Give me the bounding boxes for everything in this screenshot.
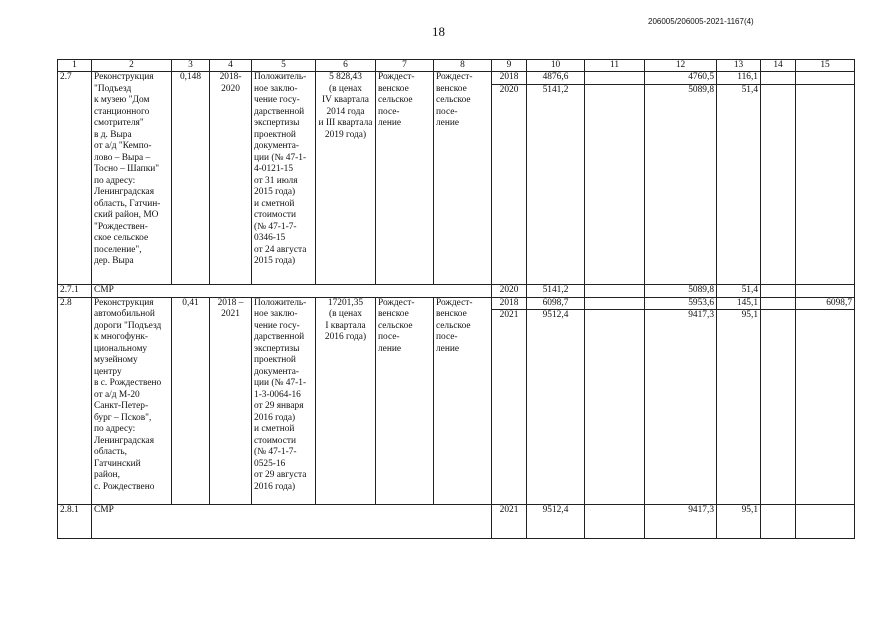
column-number: 12	[645, 60, 717, 72]
funding-cell	[585, 284, 645, 297]
column-number: 1	[58, 60, 92, 72]
table-row	[58, 505, 855, 539]
total-cell: 4876,6	[527, 72, 585, 85]
year-cell: 2021	[492, 505, 527, 539]
column-number: 2	[92, 60, 172, 72]
estimated-cost: 5 828,43 (в ценах IV квартала 2014 года и III квартала 2019 года)	[316, 72, 376, 285]
column-number: 9	[492, 60, 527, 72]
funding-cell: 9417,3	[645, 310, 717, 505]
column-number: 15	[796, 60, 855, 72]
total-cell: 5141,2	[527, 84, 585, 284]
funding-cell	[796, 284, 855, 297]
year-cell: 2018	[492, 72, 527, 85]
customer: Рождест- венское сельское посе- ление	[376, 72, 434, 285]
funding-cell	[585, 84, 645, 284]
estimated-cost: 17201,35 (в ценах I квартала 2016 года)	[316, 297, 376, 505]
object-name: Реконструкция "Подъезд к музею "Дом станционного смотрителя" в д. Выра от а/д "Кемпо- лово – Выра – Тосно – Шапки" по адресу: Ленинградская область, Гатчин- ский район, МО "Рождествен- ское сельское поселение", дер. Выра	[92, 72, 172, 285]
recipient: Рождест- венское сельское посе- ление	[434, 72, 492, 285]
funding-cell: 145,1	[717, 297, 761, 310]
length-km: 0,41	[172, 297, 210, 505]
work-type: СМР	[92, 505, 492, 539]
item-number: 2.7	[58, 72, 92, 285]
funding-cell	[796, 84, 855, 284]
table-row	[58, 297, 855, 310]
year-cell: 2021	[492, 310, 527, 505]
length-km: 0,148	[172, 72, 210, 285]
period-years: 2018- 2020	[210, 72, 252, 285]
column-number: 14	[761, 60, 796, 72]
total-cell: 9512,4	[527, 310, 585, 505]
funding-cell	[585, 310, 645, 505]
table-row	[58, 284, 855, 297]
funding-cell	[585, 297, 645, 310]
funding-cell	[585, 505, 645, 539]
total-cell: 9512,4	[527, 505, 585, 539]
item-number: 2.8.1	[58, 505, 92, 539]
program-table	[57, 59, 855, 539]
document-code: 206005/206005-2021-1167(4)	[648, 17, 754, 26]
funding-cell	[585, 72, 645, 85]
funding-cell	[761, 72, 796, 85]
funding-cell: 116,1	[717, 72, 761, 85]
year-cell: 2018	[492, 297, 527, 310]
item-number: 2.8	[58, 297, 92, 505]
column-number: 10	[527, 60, 585, 72]
funding-cell: 95,1	[717, 505, 761, 539]
funding-cell: 5089,8	[645, 284, 717, 297]
column-number: 6	[316, 60, 376, 72]
column-number: 11	[585, 60, 645, 72]
funding-cell: 4760,5	[645, 72, 717, 85]
column-number: 3	[172, 60, 210, 72]
funding-cell: 95,1	[717, 310, 761, 505]
page-number: 18	[432, 24, 445, 39]
funding-cell	[796, 310, 855, 505]
expertise-conclusion: Положитель- ное заклю- чение госу- дарственной экспертизы проектной документа- ции (№ 47-1- 1-3-0064-16 от 29 января 2016 года) и сметной стоимости (№ 47-1-7- 0525-16 от 29 августа 2016 года)	[252, 297, 316, 505]
object-name: Реконструкция автомобильной дороги "Подъезд к многофунк- циональному музейному центру в с. Рождествено от а/д М-20 Санкт-Петер- бург – Псков", по адресу: Ленинградская область, Гатчинский район, с. Рождествено	[92, 297, 172, 505]
funding-cell	[761, 297, 796, 310]
funding-cell	[761, 284, 796, 297]
recipient: Рождест- венское сельское посе- ление	[434, 297, 492, 505]
total-cell: 5141,2	[527, 284, 585, 297]
funding-cell: 6098,7	[796, 297, 855, 310]
funding-cell: 5089,8	[645, 84, 717, 284]
column-number: 8	[434, 60, 492, 72]
funding-cell: 9417,3	[645, 505, 717, 539]
table-row	[58, 72, 855, 85]
funding-cell: 5953,6	[645, 297, 717, 310]
item-number: 2.7.1	[58, 284, 92, 297]
funding-cell: 51,4	[717, 284, 761, 297]
year-cell: 2020	[492, 84, 527, 284]
expertise-conclusion: Положитель- ное заклю- чение госу- дарственной экспертизы проектной документа- ции (№ 47-1- 4-0121-15 от 31 июля 2015 года) и сметной стоимости (№ 47-1-7- 0346-15 от 24 августа 2015 года)	[252, 72, 316, 285]
funding-cell	[796, 505, 855, 539]
work-type: СМР	[92, 284, 492, 297]
funding-cell	[796, 72, 855, 85]
total-cell: 6098,7	[527, 297, 585, 310]
funding-cell	[761, 505, 796, 539]
funding-cell	[761, 310, 796, 505]
column-number: 7	[376, 60, 434, 72]
year-cell: 2020	[492, 284, 527, 297]
funding-cell: 51,4	[717, 84, 761, 284]
period-years: 2018 – 2021	[210, 297, 252, 505]
column-number: 5	[252, 60, 316, 72]
column-number: 4	[210, 60, 252, 72]
funding-cell	[761, 84, 796, 284]
column-number: 13	[717, 60, 761, 72]
customer: Рождест- венское сельское посе- ление	[376, 297, 434, 505]
column-number-row	[58, 60, 855, 72]
